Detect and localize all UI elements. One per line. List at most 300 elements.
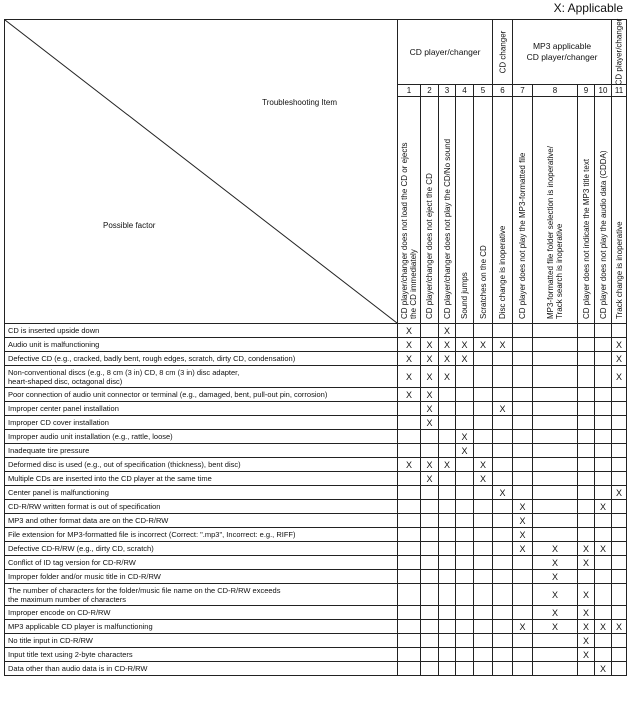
applicable-mark [578, 416, 595, 430]
applicable-mark [456, 570, 474, 584]
applicable-mark [398, 472, 421, 486]
applicable-mark [421, 584, 439, 606]
possible-factor: Multiple CDs are inserted into the CD player at the same time [5, 472, 398, 486]
applicable-mark: X [612, 620, 627, 634]
applicable-mark [513, 556, 533, 570]
troubleshooting-item [421, 97, 439, 324]
applicable-mark: X [612, 366, 627, 388]
troubleshooting-item-label: CD player/changer does not eject the CD [425, 173, 434, 319]
possible-factor: Poor connection of audio unit connector or terminal (e.g., damaged, bent, pull-out pin, corrosion) [5, 388, 398, 402]
applicable-mark [439, 388, 456, 402]
applicable-mark [612, 388, 627, 402]
applicable-mark: X [398, 388, 421, 402]
applicable-mark [398, 402, 421, 416]
applicable-mark [595, 514, 612, 528]
column-number: 3 [439, 85, 456, 97]
applicable-mark [533, 514, 578, 528]
possible-factor: Conflict of ID tag version for CD-R/RW [5, 556, 398, 570]
applicable-mark [493, 366, 513, 388]
applicable-mark [474, 416, 493, 430]
factor-row [5, 570, 627, 584]
possible-factor: Improper encode on CD-R/RW [5, 606, 398, 620]
troubleshooting-item-label: Disc change is inoperative [498, 225, 507, 319]
applicable-mark [474, 486, 493, 500]
applicable-mark: X [398, 338, 421, 352]
applicable-mark [493, 514, 513, 528]
possible-factor: Defective CD (e.g., cracked, badly bent, rough edges, scratch, dirty CD, condensation) [5, 352, 398, 366]
applicable-mark [513, 416, 533, 430]
troubleshooting-item-label: Scratches on the CD [478, 245, 488, 319]
applicable-mark [533, 402, 578, 416]
applicable-mark [474, 528, 493, 542]
applicable-mark [513, 352, 533, 366]
applicable-mark: X [421, 472, 439, 486]
applicable-mark: X [456, 430, 474, 444]
applicable-mark [493, 500, 513, 514]
applicable-mark [456, 388, 474, 402]
applicable-mark [439, 430, 456, 444]
applicable-mark [456, 500, 474, 514]
applicable-mark: X [578, 648, 595, 662]
applicable-mark [493, 458, 513, 472]
applicable-mark [398, 486, 421, 500]
applicable-mark [513, 444, 533, 458]
applicable-mark [612, 606, 627, 620]
header-diagonal-cell [5, 20, 398, 324]
factor-row [5, 324, 627, 338]
applicable-mark [578, 514, 595, 528]
applicable-mark: X [533, 570, 578, 584]
applicable-mark [513, 570, 533, 584]
applicable-mark [474, 634, 493, 648]
applicable-mark [533, 458, 578, 472]
applicable-mark [612, 402, 627, 416]
factor-row [5, 584, 627, 606]
group-header: MP3 applicable CD player/changer [513, 20, 612, 85]
applicable-mark [595, 584, 612, 606]
applicable-mark [595, 430, 612, 444]
applicable-mark [578, 472, 595, 486]
group-header [493, 20, 513, 85]
applicable-mark: X [398, 352, 421, 366]
applicable-mark [421, 620, 439, 634]
applicable-mark [513, 472, 533, 486]
applicable-mark [533, 500, 578, 514]
applicable-mark [513, 458, 533, 472]
applicable-mark: X [456, 338, 474, 352]
applicable-mark [595, 416, 612, 430]
applicable-mark [421, 542, 439, 556]
diagonal-line [5, 20, 397, 323]
applicable-mark: X [612, 338, 627, 352]
column-number: 2 [421, 85, 439, 97]
troubleshooting-item [493, 97, 513, 324]
applicable-mark [493, 528, 513, 542]
applicable-mark [493, 620, 513, 634]
applicable-mark [578, 430, 595, 444]
applicable-mark [513, 662, 533, 676]
applicable-mark [513, 402, 533, 416]
applicable-mark: X [421, 416, 439, 430]
applicable-mark [474, 352, 493, 366]
applicable-mark: X [513, 542, 533, 556]
applicable-mark [578, 662, 595, 676]
applicable-mark [439, 606, 456, 620]
possible-factor: Inadequate tire pressure [5, 444, 398, 458]
factor-row [5, 648, 627, 662]
applicable-mark [612, 648, 627, 662]
applicable-mark [474, 402, 493, 416]
troubleshooting-item [398, 97, 421, 324]
applicable-mark [456, 472, 474, 486]
troubleshooting-item-label: Troubleshooting Item [262, 98, 337, 107]
applicable-mark [595, 634, 612, 648]
applicable-mark [456, 486, 474, 500]
group-header-label: CD changer [498, 30, 507, 74]
applicable-mark [398, 416, 421, 430]
applicable-mark: X [578, 606, 595, 620]
factor-row [5, 416, 627, 430]
applicable-mark [493, 542, 513, 556]
applicable-mark: X [612, 352, 627, 366]
applicable-mark: X [456, 352, 474, 366]
factor-row [5, 430, 627, 444]
applicable-mark [474, 542, 493, 556]
applicable-mark [439, 648, 456, 662]
applicable-mark [474, 430, 493, 444]
applicable-mark [474, 444, 493, 458]
troubleshooting-item-label: Track change is inoperative [614, 221, 624, 319]
applicable-mark: X [398, 366, 421, 388]
applicable-mark [513, 634, 533, 648]
applicable-mark [513, 606, 533, 620]
applicable-mark [474, 324, 493, 338]
applicable-mark [533, 338, 578, 352]
applicable-mark [474, 388, 493, 402]
applicable-mark [578, 570, 595, 584]
applicable-mark [474, 514, 493, 528]
possible-factor: Defective CD-R/RW (e.g., dirty CD, scratch) [5, 542, 398, 556]
applicable-mark [456, 542, 474, 556]
possible-factor: No title input in CD-R/RW [5, 634, 398, 648]
troubleshooting-item [439, 97, 456, 324]
applicable-mark [456, 634, 474, 648]
applicable-mark [533, 486, 578, 500]
possible-factor: CD is inserted upside down [5, 324, 398, 338]
factor-row [5, 444, 627, 458]
applicable-mark [578, 352, 595, 366]
possible-factor: Improper folder and/or music title in CD-R/RW [5, 570, 398, 584]
applicable-mark [595, 338, 612, 352]
applicable-mark [439, 444, 456, 458]
applicable-mark [493, 416, 513, 430]
factor-row [5, 402, 627, 416]
applicable-mark [612, 514, 627, 528]
applicable-mark [421, 486, 439, 500]
applicable-mark [578, 366, 595, 388]
column-number: 8 [533, 85, 578, 97]
applicable-mark [533, 366, 578, 388]
factor-row [5, 606, 627, 620]
applicable-mark [493, 352, 513, 366]
group-header-label: CD player/changer [614, 18, 624, 86]
applicable-mark [439, 472, 456, 486]
troubleshooting-item-label: CD player/changer does not load the CD or ejects the CD immediately [400, 142, 418, 319]
applicable-mark [595, 388, 612, 402]
applicable-mark [578, 528, 595, 542]
possible-factor: The number of characters for the folder/music file name on the CD-R/RW exceeds the maximum number of characters [5, 584, 398, 606]
applicable-mark [456, 620, 474, 634]
applicable-mark [456, 514, 474, 528]
applicable-mark [439, 542, 456, 556]
troubleshooting-matrix [4, 19, 627, 676]
applicable-mark: X [474, 472, 493, 486]
applicable-mark [595, 570, 612, 584]
applicable-mark [439, 514, 456, 528]
applicable-mark [533, 634, 578, 648]
applicable-mark: X [595, 542, 612, 556]
applicable-mark [595, 606, 612, 620]
applicable-mark [474, 648, 493, 662]
applicable-mark [533, 648, 578, 662]
applicable-mark: X [421, 338, 439, 352]
applicable-mark: X [439, 352, 456, 366]
applicable-mark [578, 500, 595, 514]
applicable-mark: X [421, 458, 439, 472]
applicable-mark [398, 662, 421, 676]
applicable-mark: X [456, 444, 474, 458]
applicable-mark [595, 402, 612, 416]
applicable-mark [578, 338, 595, 352]
applicable-mark [513, 486, 533, 500]
column-number: 11 [612, 85, 627, 97]
factor-row [5, 662, 627, 676]
applicable-mark [493, 606, 513, 620]
column-number: 5 [474, 85, 493, 97]
possible-factor: Improper audio unit installation (e.g., rattle, loose) [5, 430, 398, 444]
applicable-mark [421, 514, 439, 528]
applicable-mark [595, 648, 612, 662]
applicable-mark [421, 500, 439, 514]
applicable-mark [493, 430, 513, 444]
applicable-mark [612, 458, 627, 472]
applicable-mark [513, 366, 533, 388]
applicable-mark [398, 606, 421, 620]
applicable-mark [456, 662, 474, 676]
applicable-mark [456, 584, 474, 606]
applicable-mark: X [421, 366, 439, 388]
troubleshooting-item-label: MP3-formatted file folder selection is inoperative/ Track search is inoperative [546, 146, 564, 319]
applicable-mark [595, 444, 612, 458]
applicable-mark [612, 570, 627, 584]
possible-factor: File extension for MP3-formatted file is incorrect (Correct: ".mp3", Incorrect: e.g., RIFF) [5, 528, 398, 542]
column-number: 10 [595, 85, 612, 97]
applicable-mark [398, 620, 421, 634]
applicable-mark: X [439, 366, 456, 388]
applicable-mark [533, 528, 578, 542]
applicable-mark [398, 528, 421, 542]
applicable-mark [612, 584, 627, 606]
applicable-mark: X [421, 352, 439, 366]
possible-factor-label: Possible factor [103, 221, 156, 230]
factor-row [5, 620, 627, 634]
applicable-mark [493, 648, 513, 662]
applicable-mark [578, 324, 595, 338]
applicable-mark [493, 634, 513, 648]
factor-row [5, 542, 627, 556]
applicable-mark [456, 458, 474, 472]
applicable-mark [439, 500, 456, 514]
applicable-mark [533, 444, 578, 458]
applicable-mark [474, 556, 493, 570]
possible-factor: Non-conventional discs (e.g., 8 cm (3 in) CD, 8 cm (3 in) disc adapter, heart-shaped disc, octagonal disc) [5, 366, 398, 388]
possible-factor: Improper center panel installation [5, 402, 398, 416]
factor-row [5, 472, 627, 486]
applicable-mark [578, 388, 595, 402]
applicable-mark: X [493, 486, 513, 500]
applicable-mark [456, 556, 474, 570]
applicable-mark [493, 570, 513, 584]
column-number: 4 [456, 85, 474, 97]
possible-factor: Input title text using 2-byte characters [5, 648, 398, 662]
applicable-mark [612, 662, 627, 676]
troubleshooting-item [456, 97, 474, 324]
applicable-mark [398, 556, 421, 570]
applicable-mark [456, 416, 474, 430]
possible-factor: MP3 applicable CD player is malfunctioning [5, 620, 398, 634]
column-number: 1 [398, 85, 421, 97]
applicable-mark [456, 648, 474, 662]
applicable-mark [595, 486, 612, 500]
applicable-mark [578, 402, 595, 416]
applicable-mark [513, 584, 533, 606]
applicable-mark [421, 556, 439, 570]
applicable-mark [398, 430, 421, 444]
troubleshooting-item-label: CD player does not play the audio data (CDDA) [598, 150, 608, 319]
applicable-mark: X [595, 500, 612, 514]
troubleshooting-item [533, 97, 578, 324]
applicable-mark [493, 472, 513, 486]
applicable-mark: X [578, 584, 595, 606]
applicable-mark [456, 402, 474, 416]
applicable-mark: X [474, 338, 493, 352]
applicable-mark: X [578, 556, 595, 570]
applicable-mark [513, 338, 533, 352]
applicable-mark [578, 444, 595, 458]
applicable-mark: X [398, 458, 421, 472]
troubleshooting-item [595, 97, 612, 324]
applicable-mark [595, 472, 612, 486]
applicable-mark [533, 662, 578, 676]
applicable-mark [398, 500, 421, 514]
applicable-mark [595, 366, 612, 388]
applicable-mark [421, 528, 439, 542]
factor-row [5, 458, 627, 472]
applicable-mark [421, 430, 439, 444]
column-number: 6 [493, 85, 513, 97]
troubleshooting-item-label: CD player/changer does not play the CD/No sound [442, 138, 452, 319]
applicable-mark [439, 662, 456, 676]
applicable-mark [439, 486, 456, 500]
possible-factor: Data other than audio data is in CD-R/RW [5, 662, 398, 676]
applicable-mark [612, 528, 627, 542]
applicable-mark: X [439, 338, 456, 352]
applicable-mark [533, 472, 578, 486]
applicable-mark: X [533, 556, 578, 570]
applicable-mark [493, 584, 513, 606]
applicable-mark: X [398, 324, 421, 338]
applicable-mark [439, 416, 456, 430]
applicable-mark: X [612, 486, 627, 500]
applicable-mark [493, 556, 513, 570]
applicable-mark [439, 402, 456, 416]
group-header: CD player/changer [398, 20, 493, 85]
applicable-mark [398, 648, 421, 662]
factor-row [5, 500, 627, 514]
factor-row [5, 352, 627, 366]
applicable-mark [456, 606, 474, 620]
applicable-mark [612, 500, 627, 514]
applicable-mark [493, 324, 513, 338]
applicable-mark [439, 570, 456, 584]
factor-row [5, 556, 627, 570]
applicable-mark [398, 570, 421, 584]
applicable-mark [612, 634, 627, 648]
applicable-mark: X [421, 402, 439, 416]
group-header [612, 20, 627, 85]
applicable-mark [493, 662, 513, 676]
column-number: 7 [513, 85, 533, 97]
applicable-mark [595, 324, 612, 338]
applicable-mark [421, 634, 439, 648]
applicable-mark: X [533, 584, 578, 606]
applicable-mark: X [513, 528, 533, 542]
applicable-mark [398, 542, 421, 556]
applicable-mark [513, 648, 533, 662]
applicable-mark [612, 542, 627, 556]
applicable-mark [595, 528, 612, 542]
applicable-mark [398, 634, 421, 648]
applicable-mark: X [513, 514, 533, 528]
applicable-mark [421, 444, 439, 458]
applicable-mark [595, 556, 612, 570]
legend: X: Applicable [553, 1, 623, 15]
troubleshooting-item-label: CD player does not play the MP3-formatted file [518, 152, 527, 319]
troubleshooting-item-label: CD player does not indicate the MP3 title text [581, 158, 591, 319]
factor-row [5, 528, 627, 542]
applicable-mark [474, 366, 493, 388]
applicable-mark [474, 570, 493, 584]
possible-factor: CD-R/RW written format is out of specification [5, 500, 398, 514]
applicable-mark [439, 584, 456, 606]
applicable-mark: X [439, 458, 456, 472]
troubleshooting-item [612, 97, 627, 324]
applicable-mark [421, 662, 439, 676]
possible-factor: Center panel is malfunctioning [5, 486, 398, 500]
applicable-mark: X [493, 402, 513, 416]
applicable-mark [439, 528, 456, 542]
applicable-mark [456, 366, 474, 388]
possible-factor: Audio unit is malfunctioning [5, 338, 398, 352]
applicable-mark [612, 324, 627, 338]
applicable-mark [421, 324, 439, 338]
applicable-mark [474, 620, 493, 634]
troubleshooting-item [474, 97, 493, 324]
factor-row [5, 338, 627, 352]
applicable-mark [612, 416, 627, 430]
applicable-mark [595, 458, 612, 472]
applicable-mark [533, 416, 578, 430]
